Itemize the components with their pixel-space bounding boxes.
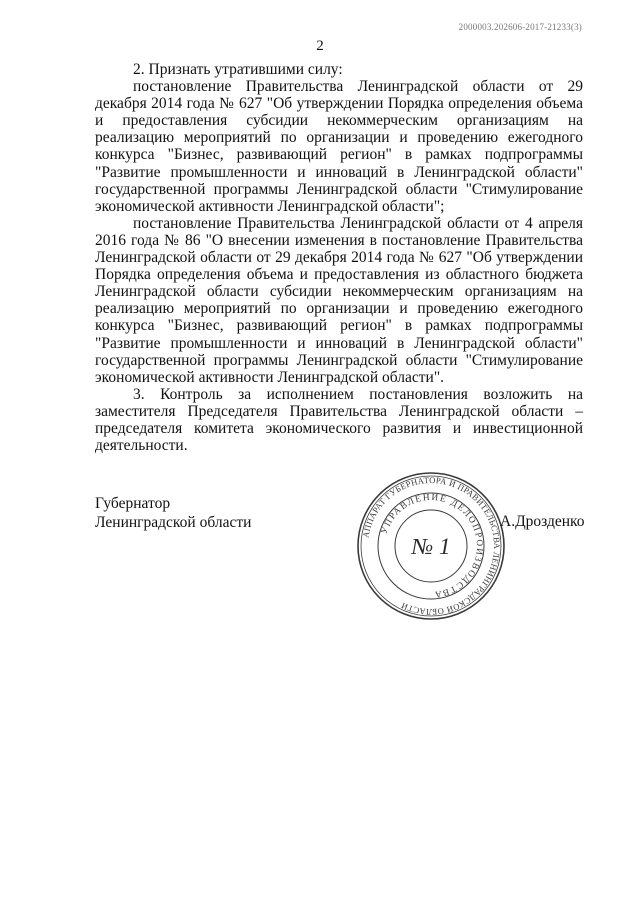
signatory-title-line2: Ленинградской области xyxy=(95,514,252,531)
paragraph-repeal-627: постановление Правительства Ленинградской области от 29 декабря 2014 года № 627 "Об утверждении Порядка определения объема и предоставления субсидии некоммерческим организациям на реализацию мероприятий по организации и проведению ежегодного конкурса "Бизнес, развивающий регион" в рамках подпрограммы "Развитие промышленности и инноваций в Ленинградской области" государственной программы Ленинградской области "Стимулирование экономической активности Ленинградской области"; xyxy=(95,78,583,215)
signatory-name: А.Дрозденко xyxy=(500,513,585,530)
paragraph-repeal-86: постановление Правительства Ленинградской области от 4 апреля 2016 года № 86 "О внесении изменения в постановление Правительства Ленинградской области от 29 декабря 2014 года № 627 "Об утверждении Порядка определения объема и предоставления из областного бюджета Ленинградской области субсидии некоммерческим организациям на реализацию мероприятий по организации и проведению ежегодного конкурса "Бизнес, развивающий регион" в рамках подпрограммы "Развитие промышленности и инноваций в Ленинградской области" государственной программы Ленинградской области "Стимулирование экономической активности Ленинградской области". xyxy=(95,214,583,386)
signatory-title xyxy=(95,494,251,532)
paragraph-item-3: 3. Контроль за исполнением постановления возложить на заместителя Председателя Правительства Ленинградской области – председателя комитета экономического развития и инвестиционной деятельности. xyxy=(95,385,583,455)
paragraph-item-2: 2. Признать утратившими силу: xyxy=(133,61,343,78)
seal-inner-text: УПРАВЛЕНИЕ ДЕЛОПРОИЗВОДСТВА xyxy=(378,491,486,601)
seal-outer-text: АППАРАТ ГУБЕРНАТОРА И ПРАВИТЕЛЬСТВА ЛЕНИНГРАДСКОЙ ОБЛАСТИ xyxy=(360,474,503,618)
signatory-title-line1: Губернатор xyxy=(95,495,171,512)
page-number: 2 xyxy=(316,38,324,54)
seal-number: № 1 xyxy=(411,534,451,559)
document-code: 2000003.202606-2017-21233(3) xyxy=(458,22,582,32)
document-body xyxy=(95,61,583,454)
official-seal xyxy=(355,470,507,622)
